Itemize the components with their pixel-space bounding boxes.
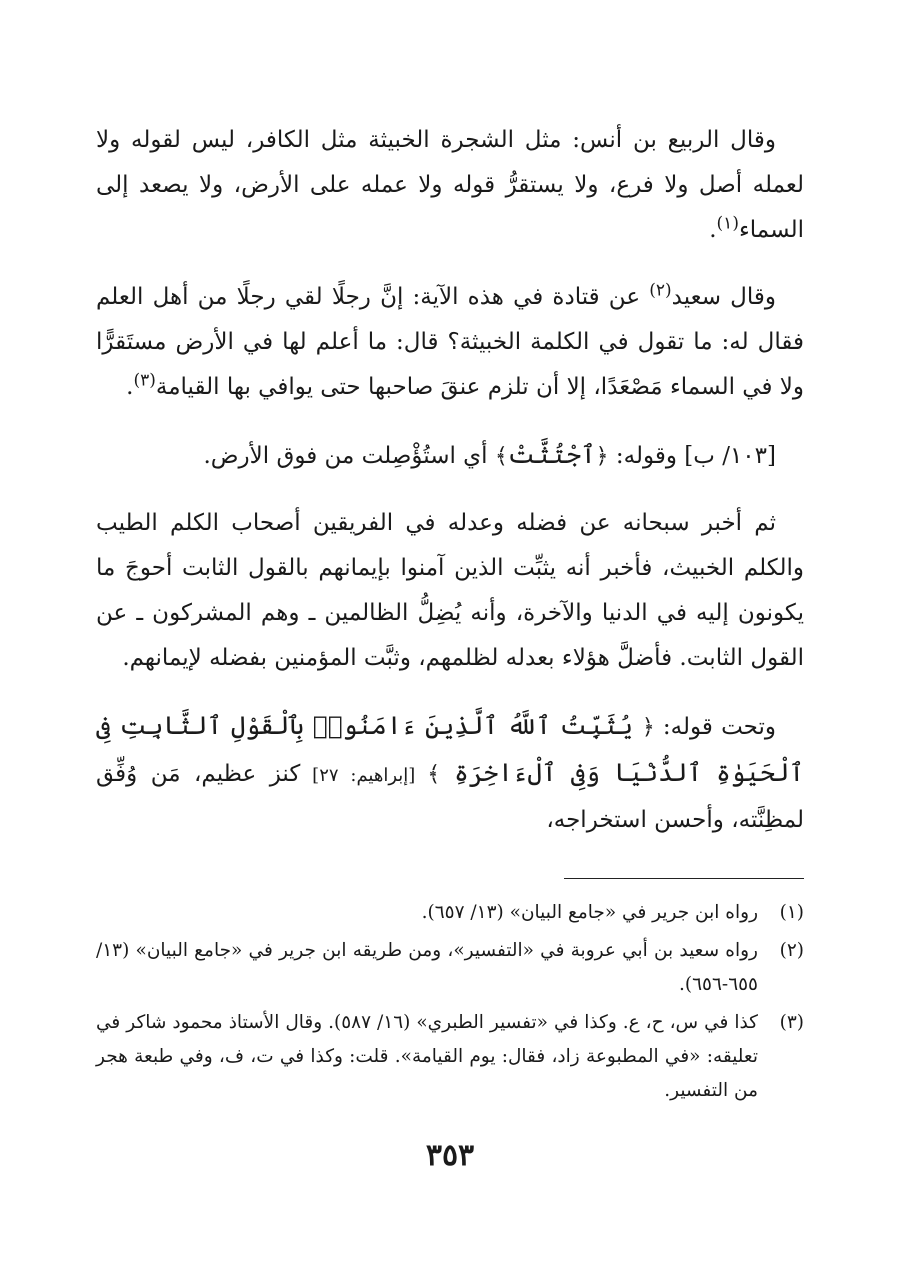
quran-close-brace: ﴾ <box>494 444 508 469</box>
paragraph-end: . <box>709 217 717 243</box>
paragraph-ijtuththat <box>96 432 804 479</box>
paragraph-text: ثم أخبر سبحانه عن فضله وعدله في الفريقين أصحاب الكلم الطيب والكلم الخبيث، فأخبر أنه يثبِّت الذين آمنوا بإيمانهم بالقول الثابت أحوجَ ما يكونون إليه في الدنيا والآخرة، وأنه يُضِلُّ الظالمين ـ وهم المشركون ـ عن القول الثابت. فأضلَّ هؤلاء بعدله لظلمهم، وثبَّت المؤمنين بفضله لإيمانهم. <box>96 510 804 671</box>
quran-verse: يُثَبِّتُ ٱللَّهُ ٱلَّذِينَ ءَامَنُوا۟ بِٱلْقَوْلِ ٱلثَّابِتِ فِى ٱلْحَيَوٰةِ ٱلدُّنْيَا وَفِى ٱلْءَاخِرَةِ <box>96 711 805 787</box>
quran-open-brace: ﴿ <box>641 715 655 740</box>
footnote-2 <box>96 934 804 1002</box>
footnote-divider <box>564 878 804 879</box>
footnote-text: رواه سعيد بن أبي عروبة في «التفسير»، ومن طريقه ابن جرير في «جامع البيان» (١٣/ ٦٥٥-٦٥٦). <box>96 940 758 995</box>
quran-close-brace: ﴾ <box>427 762 441 787</box>
footnote-reference-1[interactable]: (١) <box>716 213 739 234</box>
footnote-text: كذا في س، ح، ع. وكذا في «تفسير الطبري» (١٦/ ٥٨٧). وقال الأستاذ محمود شاكر في تعليقه: «في المطبوعة زاد، فقال: يوم القيامة». قلت: وكذا في ت، ف، وفي طبعة هجر من التفسير. <box>96 1012 758 1101</box>
verse-citation: [إبراهيم: ٢٧] <box>300 765 428 786</box>
page-body <box>96 118 804 1271</box>
paragraph-text: أي استُؤْصِلت من فوق الأرض. <box>203 443 495 469</box>
paragraph-text: عن قتادة في هذه الآية: إنَّ رجلًا لقي رجلًا من أهل العلم فقال له: ما تقول في الكلمة الخبيثة؟ قال: ما أعلم لها في الأرض مستَقرًّا ولا في السماء مَصْعَدًا، إلا أن تلزم عنقَ صاحبها حتى يوافي بها القيامة <box>96 284 804 400</box>
paragraph-text: كنز عظيم، مَن وُفِّق لمظِنَّته، وأحسن استخراجه، <box>96 761 804 833</box>
footnote-3 <box>96 1006 804 1108</box>
paragraph-text: وقال الربيع بن أنس: مثل الشجرة الخبيثة مثل الكافر، ليس لقوله ولا لعمله أصل ولا فرع، ولا يستقرُّ قوله ولا عمله على الأرض، ولا يصعد إلى السماء <box>96 127 804 243</box>
paragraph-two-groups <box>96 501 804 681</box>
footnote-text: رواه ابن جرير في «جامع البيان» (١٣/ ٦٥٧). <box>421 902 758 923</box>
footnote-number: (١) <box>779 902 804 923</box>
page-number: ٣٥٣ <box>425 1138 475 1173</box>
footnote-reference-2[interactable]: (٢) <box>649 280 672 301</box>
paragraph-rabi-ibn-anas <box>96 118 804 253</box>
folio-marker: [١٠٣/ ب] <box>684 443 776 469</box>
footnote-1 <box>96 896 804 930</box>
paragraph-end: . <box>126 374 134 400</box>
paragraph-treasure <box>96 703 804 843</box>
paragraph-text: وتحت قوله: <box>654 714 777 740</box>
footnote-reference-3[interactable]: (٣) <box>133 370 156 391</box>
quran-word: ٱجْتُثَّتْ <box>507 440 596 469</box>
paragraph-text: وقال سعيد <box>671 284 776 310</box>
footnote-number: (٢) <box>779 940 804 961</box>
footnotes <box>96 896 804 1112</box>
paragraph-said-qatada <box>96 275 804 410</box>
footnote-number: (٣) <box>779 1012 804 1033</box>
quran-open-brace: ﴿ <box>595 444 609 469</box>
paragraph-text: وقوله: <box>608 443 685 469</box>
